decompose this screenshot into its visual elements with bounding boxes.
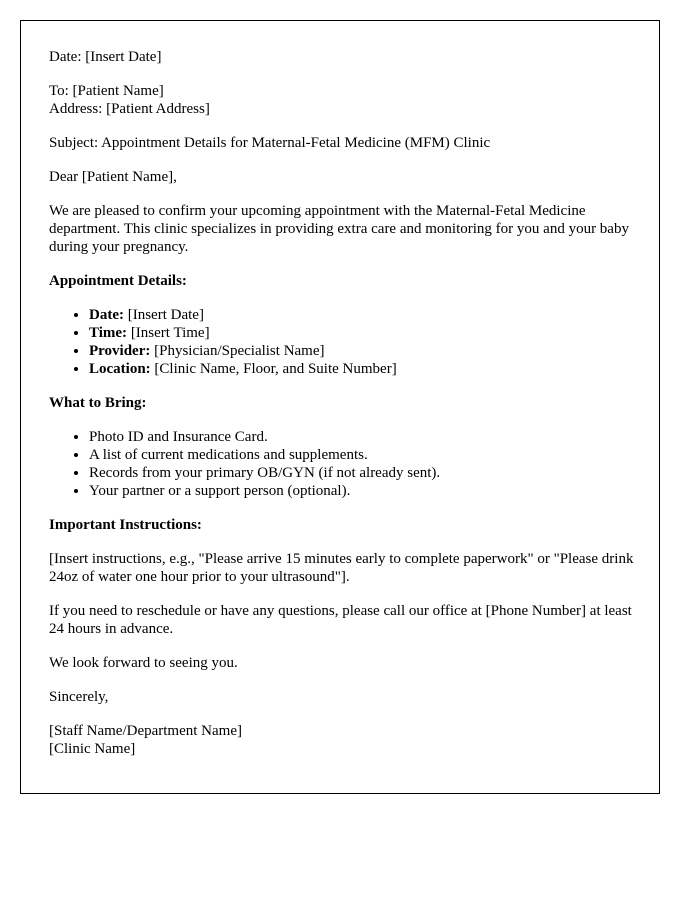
appointment-detail-date <box>89 306 649 324</box>
detail-label: Time: <box>89 325 128 341</box>
detail-value: [Insert Date] <box>123 307 204 323</box>
letter-body <box>49 48 649 774</box>
reschedule-paragraph: If you need to reschedule or have any questions, please call our office at [Phone Number] at least 24 hours in advance. <box>49 603 632 637</box>
what-to-bring-heading: What to Bring: <box>49 395 147 411</box>
closing-line: We look forward to seeing you. <box>49 655 238 671</box>
detail-value: [Physician/Specialist Name] <box>150 343 325 359</box>
subject-line: Subject: Appointment Details for Maternal-Fetal Medicine (MFM) Clinic <box>49 135 491 151</box>
signature-block <box>49 722 649 758</box>
salutation: Dear [Patient Name], <box>49 169 177 185</box>
signature-staff: [Staff Name/Department Name] <box>49 723 242 739</box>
detail-label: Date: <box>89 307 124 323</box>
to-line: To: [Patient Name] <box>49 83 164 99</box>
list-item: • Photo ID and Insurance Card. <box>89 428 649 446</box>
appointment-detail-time <box>89 324 649 342</box>
detail-value: [Clinic Name, Floor, and Suite Number] <box>150 361 397 377</box>
address-line: Address: [Patient Address] <box>49 101 210 117</box>
detail-value: [Insert Time] <box>127 325 210 341</box>
detail-label: Provider: <box>89 343 151 359</box>
list-item: • Your partner or a support person (optional). <box>89 482 649 500</box>
appointment-details-heading: Appointment Details: <box>49 273 187 289</box>
appointment-details-list <box>49 306 649 378</box>
important-instructions-text: [Insert instructions, e.g., "Please arrive 15 minutes early to complete paperwork" or "Please drink 24oz of water one hour prior to your ultrasound"]. <box>49 551 634 585</box>
date-line: Date: [Insert Date] <box>49 49 162 65</box>
signature-clinic: [Clinic Name] <box>49 741 136 757</box>
recipient-block <box>49 82 649 118</box>
list-item: • A list of current medications and supplements. <box>89 446 649 464</box>
appointment-detail-location <box>89 360 649 378</box>
detail-label: Location: <box>89 361 151 377</box>
list-item: • Records from your primary OB/GYN (if not already sent). <box>89 464 649 482</box>
appointment-detail-provider <box>89 342 649 360</box>
sign-off: Sincerely, <box>49 689 109 705</box>
important-instructions-heading: Important Instructions: <box>49 517 202 533</box>
what-to-bring-list <box>49 428 649 500</box>
intro-paragraph: We are pleased to confirm your upcoming appointment with the Maternal-Fetal Medicine department. This clinic specializes in providing extra care and monitoring for you and your baby during your pregnancy. <box>49 203 629 255</box>
